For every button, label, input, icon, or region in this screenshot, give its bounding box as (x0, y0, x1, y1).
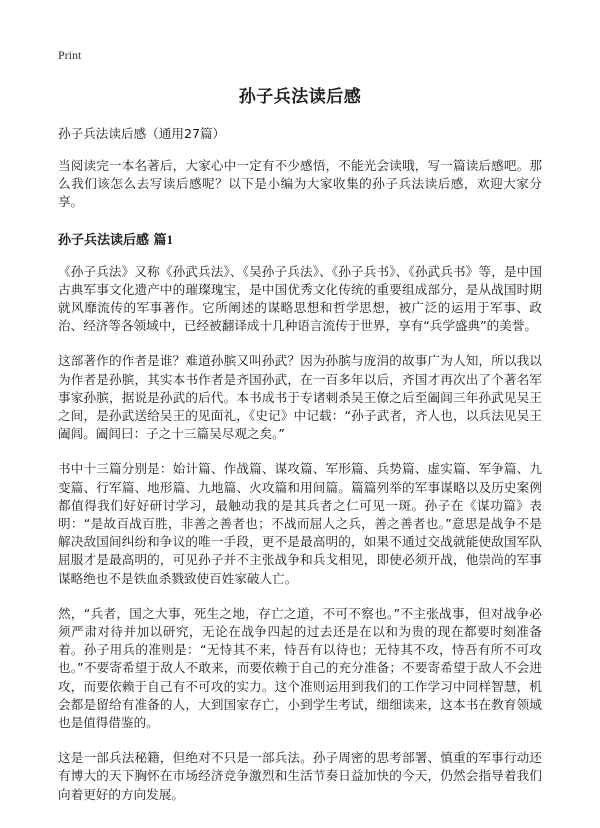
print-link[interactable]: Print (58, 48, 82, 62)
body-paragraph-4: 然，“兵者，国之大事，死生之地，存亡之道，不可不察也。”不主张战事，但对战争必须严肃对待并加以研究，无论在战争四起的过去还是在以和为贵的现在都要时刻准备着。孙子用兵的准则是：“无恃其不来，恃吾有以待也；无恃其不攻，恃吾有所不可攻也。”不要寄希望于敌人不敢来，而要依赖于自己的充分准备；不要寄希望于敌人不会进攻，而要依赖于自己有不可攻的实力。这个准则运用到我们的工作学习中同样智慧，机会都是留给有准备的人，大到国家存亡，小到学生考试，细细读来，这本书在教育领域也是值得借鉴的。 (58, 605, 542, 731)
body-paragraph-1: 《孙子兵法》又称《孙武兵法》、《吴孙子兵法》、《孙子兵书》、《孙武兵书》等，是中国古典军事文化遗产中的璀璨瑰宝，是中国优秀文化传统的重要组成部分，是从战国时期就风靡流传的军事著作。它所阐述的谋略思想和哲学思想，被广泛的运用于军事、政治、经济等各领域中，已经被翻译成十几种语言流传于世界，享有“兵学盛典”的美誉。 (58, 263, 542, 334)
body-paragraph-5: 这是一部兵法秘籍，但绝对不只是一部兵法。孙子周密的思考部署、慎重的军事行动还有博大的天下胸怀在市场经济竞争激烈和生活节奏日益加快的今天，仍然会指导着我们向着更好的方向发展。 (58, 750, 542, 802)
section-heading-number: 1 (166, 231, 174, 247)
section-heading (58, 231, 542, 250)
intro-paragraph: 当阅读完一本名著后，大家心中一定有不少感悟，不能光会读哦，写一篇读后感吧。那么我们该怎么去写读后感呢？以下是小编为大家收集的孙子兵法读后感，欢迎大家分享。 (58, 158, 542, 210)
body-paragraph-3: 书中十三篇分别是：始计篇、作战篇、谋攻篇、军形篇、兵势篇、虚实篇、军争篇、九变篇、行军篇、地形篇、九地篇、火攻篇和用间篇。篇篇列举的军事谋略以及历史案例都值得我们好好研讨学习，最触动我的是其兵者之仁可见一斑。孙子在《谋功篇》表明：“是故百战百胜，非善之善者也；不战而屈人之兵，善之善者也。”意思是战争不是解决敌国间纠纷和争议的唯一手段，更不是最高明的，如果不通过交战就能使敌国军队屈服才是最高明的，可见孙子并不主张战争和兵戈相见，即使必须开战，他崇尚的军事谋略绝也不是铁血杀戮致使百姓家破人亡。 (58, 461, 542, 586)
document-subtitle: 孙子兵法读后感（通用27篇） (58, 126, 226, 141)
body-paragraph-2: 这部著作的作者是谁？难道孙膑又叫孙武？因为孙膑与庞涓的故事广为人知，所以我以为作者是孙膑，其实本书作者是齐国孙武，在一百多年以后，齐国才再次出了个著名军事家孙膑，据说是孙武的后代。本书成书于专诸刺杀吴王僚之后至阖闾三年孙武见吴王之间，是孙武送给吴王的见面礼，《史记》中记载：“孙子武者，齐人也，以兵法见吴王阖闾。阖闾曰：子之十三篇吴尽观之矣。” (58, 353, 542, 442)
section-heading-text: 孙子兵法读后感 篇 (58, 232, 167, 248)
page-title: 孙子兵法读后感 (238, 87, 362, 107)
